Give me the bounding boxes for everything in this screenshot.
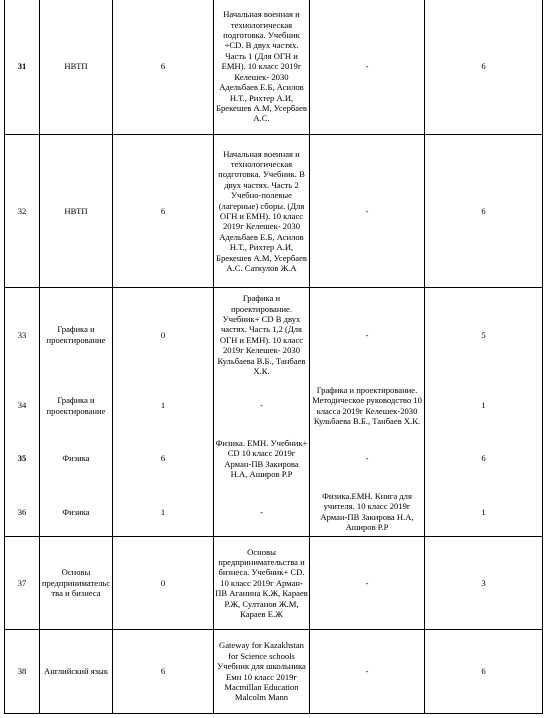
- guide-cell: -: [310, 135, 425, 288]
- quantity-cell: 6: [113, 0, 214, 135]
- textbook-cell: Начальная военная и технологическая подготовка. Учебник. В двух частях. Часть 2 Учебно-полевые (лагерные) сборы. (Для ОГН и ЕМН). 10 класс 2019г Келешек- 2030 Адельбаев Е.Б, Асилов Н.Т., Рихтер А.И, Брекешев А.М, Усербаев А.С. Саткулов Ж.А: [214, 135, 310, 288]
- textbook-cell: Графика и проектирование. Учебник+ CD В двух частях. Часть 1,2 (Для ОГН и ЕМН). 10 класс 2019г Келешек- 2030 Кульбаева В.Б., Танбаев Х.К.: [214, 288, 310, 382]
- guide-cell: -: [310, 0, 425, 135]
- table-row: [5, 630, 543, 714]
- textbook-cell: Начальная военная и технологическая подготовка. Учебник +CD. В двух частях. Часть 1 (Для ОГН и ЕМН). 10 класс 2019г Келешек- 2030 Адельбаев Е.Б, Асилов Н.Т., Рихтер А.И, Брекешев А.М, Усербаев А.С.: [214, 0, 310, 135]
- row-number: 31: [5, 0, 40, 135]
- count-cell: 1: [425, 382, 543, 430]
- guide-cell: Физика.ЕМН. Книга для учителя. 10 класс 2019г Арман-ПВ Закирова Н.А, Аширов Р.Р: [310, 488, 425, 537]
- table-row: [5, 135, 543, 288]
- count-cell: 6: [425, 135, 543, 288]
- quantity-cell: 0: [113, 288, 214, 382]
- row-number: 33: [5, 288, 40, 382]
- subject-cell: НВТП: [40, 0, 113, 135]
- table-row: [5, 0, 543, 135]
- quantity-cell: 6: [113, 135, 214, 288]
- row-number: 35: [5, 430, 40, 488]
- count-cell: 3: [425, 537, 543, 630]
- row-number: 34: [5, 382, 40, 430]
- quantity-cell: 1: [113, 382, 214, 430]
- row-number: 36: [5, 488, 40, 537]
- textbook-cell: Gateway for Kazakhstan for Science schools Учебник для школьника Емн 10 класс 2019г Macmillan Education Malcolm Mann: [214, 630, 310, 714]
- row-number: 32: [5, 135, 40, 288]
- subject-cell: Основы предпринимательства и бизнеса: [40, 537, 113, 630]
- quantity-cell: 1: [113, 488, 214, 537]
- row-number: 38: [5, 630, 40, 714]
- table-row: [5, 288, 543, 382]
- textbook-cell: Основы предпринимательства и бизнеса. Учебник+ CD. 10 класс 2019г Арман-ПВ Аганина К.Ж, Караев Р.Ж, Султанов Ж.М, Караев Е.Ж: [214, 537, 310, 630]
- table-row: [5, 537, 543, 630]
- table-row: [5, 430, 543, 488]
- subject-cell: Английский язык: [40, 630, 113, 714]
- subject-cell: Физика: [40, 488, 113, 537]
- textbook-table: [4, 0, 543, 714]
- count-cell: 5: [425, 288, 543, 382]
- table-row: [5, 488, 543, 537]
- row-number: 37: [5, 537, 40, 630]
- subject-cell: Графика и проектирование: [40, 288, 113, 382]
- quantity-cell: 6: [113, 630, 214, 714]
- count-cell: 6: [425, 430, 543, 488]
- subject-cell: НВТП: [40, 135, 113, 288]
- count-cell: 6: [425, 0, 543, 135]
- guide-cell: -: [310, 630, 425, 714]
- guide-cell: Графика и проектирование. Методическое руководство 10 класса 2019г Келешек-2030 Кульбаева В.Б., Танбаев Х.К.: [310, 382, 425, 430]
- quantity-cell: 6: [113, 430, 214, 488]
- table-row: [5, 382, 543, 430]
- guide-cell: -: [310, 288, 425, 382]
- subject-cell: Графика и проектирование: [40, 382, 113, 430]
- count-cell: 6: [425, 630, 543, 714]
- quantity-cell: 0: [113, 537, 214, 630]
- guide-cell: -: [310, 430, 425, 488]
- guide-cell: -: [310, 537, 425, 630]
- textbook-cell: -: [214, 382, 310, 430]
- subject-cell: Физика: [40, 430, 113, 488]
- textbook-cell: Физика. ЕМН. Учебник+ CD 10 класс 2019г Арман-ПВ Закирова Н.А, Аширов Р.Р: [214, 430, 310, 488]
- textbook-cell: -: [214, 488, 310, 537]
- count-cell: 1: [425, 488, 543, 537]
